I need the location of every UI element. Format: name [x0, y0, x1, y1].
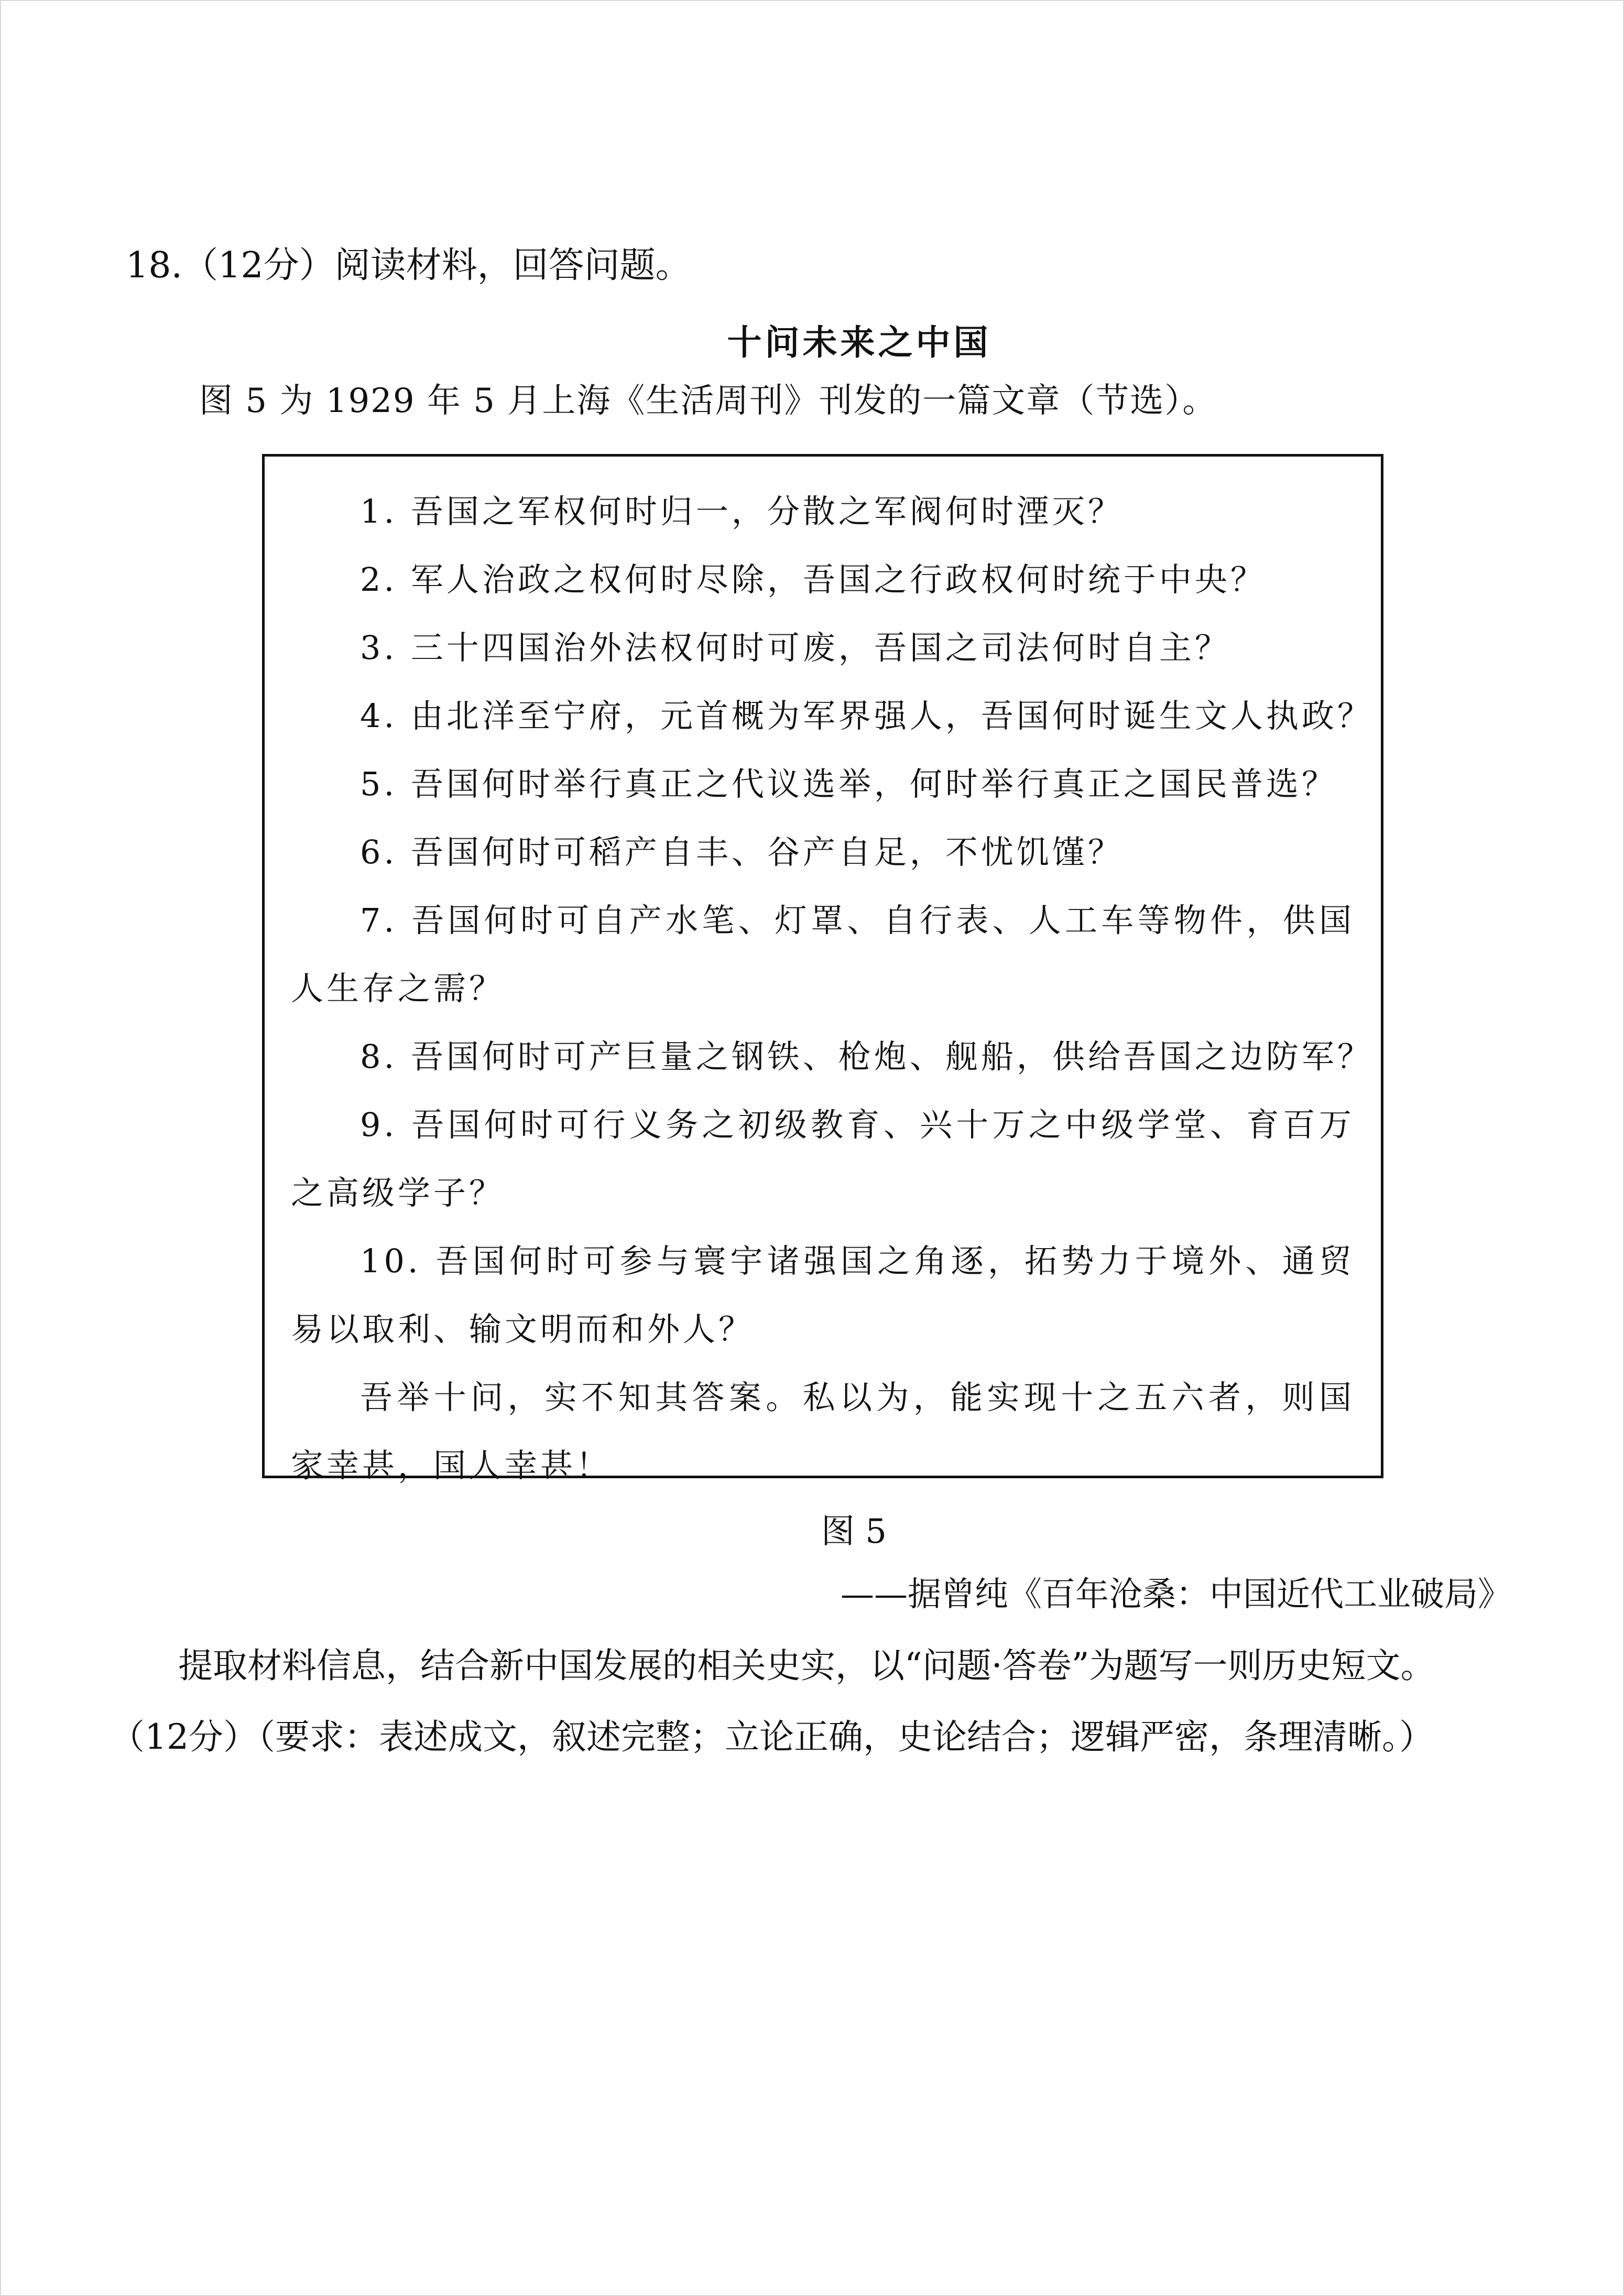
task-line-1: 提取材料信息，结合新中国发展的相关史实，以“问题·答卷”为题写一则历史短文。 — [178, 1645, 1435, 1686]
source-citation: ——据曾纯《百年沧桑：中国近代工业破局》 — [841, 1575, 1511, 1614]
material-title: 十问未来之中国 — [727, 322, 991, 363]
task-instructions — [110, 1630, 1514, 1773]
article-excerpt-box — [262, 454, 1383, 1485]
article-question-4: 4. 由北洋至宁府，元首概为军界强人，吾国何时诞生文人执政？ — [360, 697, 1373, 735]
article-question-8: 8. 吾国何时可产巨量之钢铁、枪炮、舰船，供给吾国之边防军？ — [360, 1037, 1373, 1076]
article-question-10: 10. 吾国何时可参与寰宇诸强国之角逐，拓势力于境外、通贸易以取利、输文明而和外人？ — [291, 1242, 1355, 1348]
article-question-6: 6. 吾国何时可稻产自丰、谷产自足，不忧饥馑？ — [360, 833, 1124, 871]
task-line-2: （12分）（要求：表述成文，叙述完整；立论正确，史论结合；逻辑严密，条理清晰。） — [110, 1717, 1434, 1757]
material-intro: 图 5 为 1929 年 5 月上海《生活周刊》刊发的一篇文章（节选）。 — [199, 382, 1217, 420]
article-question-1: 1. 吾国之军权何时归一，分散之军阀何时湮灭？ — [360, 492, 1124, 530]
figure-caption: 图 5 — [821, 1512, 887, 1551]
question-header: 18.（12分）阅读材料，回答问题。 — [126, 245, 691, 286]
article-question-5: 5. 吾国何时举行真正之代议选举，何时举行真正之国民普选？ — [360, 765, 1337, 803]
article-question-3: 3. 三十四国治外法权何时可废，吾国之司法何时自主？ — [360, 629, 1230, 667]
article-closing: 吾举十问，实不知其答案。私以为，能实现十之五六者，则国家幸甚，国人幸甚！ — [291, 1378, 1355, 1485]
article-question-7: 7. 吾国何时可自产水笔、灯罩、自行表、人工车等物件，供国人生存之需？ — [291, 901, 1355, 1008]
article-question-2: 2. 军人治政之权何时尽除，吾国之行政权何时统于中央？ — [360, 560, 1266, 599]
article-question-9: 9. 吾国何时可行义务之初级教育、兴十万之中级学堂、育百万之高级学子？ — [291, 1106, 1355, 1212]
